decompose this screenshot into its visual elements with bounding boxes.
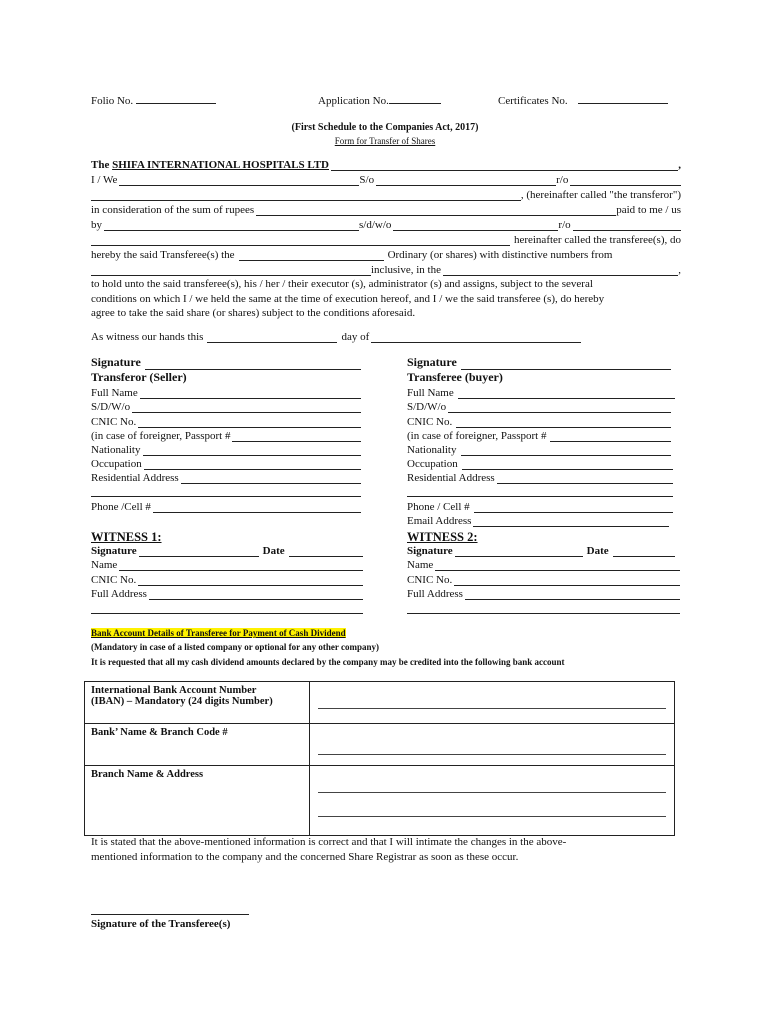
iban-label-2: (IBAN) – Mandatory (24 digits Number) <box>91 696 273 707</box>
transferor-sdwo-label: S/D/W/o <box>91 401 131 413</box>
transferor-nationality-blank[interactable] <box>143 445 362 456</box>
transferor-nationality <box>91 444 361 456</box>
branch-input-cell[interactable] <box>310 766 675 836</box>
transferee-passport <box>407 430 671 442</box>
company-blank[interactable] <box>331 160 678 171</box>
witness2-cnic-blank[interactable] <box>454 575 680 586</box>
conditions-line-2: conditions on which I / we held the same at the time of execution hereof, and I / we the said transferee (s), do hereby <box>91 293 605 305</box>
statement-line-1: It is stated that the above-mentioned information is correct and that I will intimate the changes in the above- <box>91 836 567 848</box>
transferee-final-signature-blank[interactable] <box>91 913 249 915</box>
witness2-name <box>407 559 680 571</box>
ro-label: r/o <box>556 174 569 186</box>
certificates-label: Certificates No. <box>498 95 568 107</box>
transferee-sdwo <box>407 401 671 413</box>
witness1-cnic-label: CNIC No. <box>91 574 137 586</box>
witness2-name-blank[interactable] <box>435 560 680 571</box>
certificates-field <box>498 93 668 107</box>
witness2-signature-row <box>407 545 675 557</box>
bank-name-row <box>85 724 675 766</box>
transferee-full-name <box>407 387 675 399</box>
rupees-blank[interactable] <box>256 205 616 216</box>
transferee-sdwo-blank[interactable] <box>448 402 671 413</box>
witness1-address-label: Full Address <box>91 588 147 600</box>
transferee-occupation <box>407 458 673 470</box>
witness2-heading: WITNESS 2: <box>407 530 478 544</box>
application-field <box>318 93 441 107</box>
ro2-label: r/o <box>558 219 571 231</box>
witness2-cnic-label: CNIC No. <box>407 574 453 586</box>
bank-name-label: Bank’ Name & Branch Code # <box>91 727 228 738</box>
transferee-called: hereinafter called the transferee(s), do <box>513 234 681 246</box>
witness2-signature-label: Signature <box>407 545 453 557</box>
conditions-line-3: agree to take the said share (or shares) subject to the conditions aforesaid. <box>91 307 416 319</box>
transferee-email-label: Email Address <box>407 515 472 527</box>
form-title: Form for Transfer of Shares <box>334 136 436 146</box>
transferee-nationality-label: Nationality <box>407 444 457 456</box>
witness2-name-label: Name <box>407 559 434 571</box>
transferor-cnic-label: CNIC No. <box>91 416 137 428</box>
paid-label: paid to me / us <box>616 204 681 216</box>
transferor-occupation-label: Occupation <box>91 458 142 470</box>
transferee-address-blank-2[interactable] <box>407 486 673 497</box>
witness1-address <box>91 588 363 600</box>
bank-name-input-cell[interactable] <box>310 724 675 766</box>
witness-month-blank[interactable] <box>371 332 581 343</box>
witness1-heading: WITNESS 1: <box>91 530 162 544</box>
witness1-signature-row <box>91 545 363 557</box>
branch-label-cell <box>85 766 310 836</box>
witness1-signature-blank[interactable] <box>139 546 259 557</box>
day-of-label: day of <box>341 331 370 343</box>
transferee-address-label: Residential Address <box>407 472 495 484</box>
transferee-heading: Transferee (buyer) <box>407 370 503 384</box>
company-prefix: The <box>91 159 110 171</box>
transferee-sdwo-blank[interactable] <box>393 220 558 231</box>
transferor-full-name-blank[interactable] <box>140 388 361 399</box>
transferee-final-signature-label: Signature of the Transferee(s) <box>91 918 231 930</box>
transferee-signature-blank[interactable] <box>461 359 671 370</box>
certificates-blank[interactable] <box>578 93 668 104</box>
iban-blank[interactable] <box>318 707 666 709</box>
transferee-ro-blank[interactable] <box>573 220 681 231</box>
transferee-occupation-label: Occupation <box>407 458 458 470</box>
transferor-address-blank-2[interactable] <box>91 486 361 497</box>
transferor-sdwo-blank[interactable] <box>132 402 361 413</box>
transferee-sdwo-label: S/D/W/o <box>407 401 447 413</box>
witness1-cnic <box>91 574 363 586</box>
application-blank[interactable] <box>389 93 441 104</box>
witness1-name-label: Name <box>91 559 118 571</box>
transferor-address-line-2 <box>91 486 361 497</box>
witness1-name <box>91 559 363 571</box>
transferee-cnic <box>407 416 671 428</box>
transferee-email-blank[interactable] <box>473 516 669 527</box>
transferee-name-blank[interactable] <box>104 220 359 231</box>
branch-row <box>85 766 675 836</box>
transferee-cnic-blank[interactable] <box>456 417 671 428</box>
witness2-address-blank-1[interactable] <box>465 589 680 600</box>
witness1-signature-label: Signature <box>91 545 137 557</box>
bank-heading <box>91 628 346 638</box>
transferor-passport <box>91 430 361 442</box>
bank-request-note: It is requested that all my cash dividend amounts declared by the company may be credited into the following bank account <box>91 657 565 667</box>
folio-label: Folio No. <box>91 95 134 107</box>
transferor-signature-label: Signature <box>91 355 141 369</box>
transferor-address-blank-1[interactable] <box>181 473 361 484</box>
witness2-date-blank[interactable] <box>613 546 675 557</box>
transferor-cnic <box>91 416 361 428</box>
witness2-date-label: Date <box>586 545 609 557</box>
transferor-address <box>91 472 361 484</box>
bank-mandatory-note: (Mandatory in case of a listed company or optional for any other company) <box>91 642 379 652</box>
iban-row <box>85 682 675 724</box>
witness-hands-line <box>91 331 631 343</box>
iban-input-cell[interactable] <box>310 682 675 724</box>
transferee-signature-label: Signature <box>407 355 457 369</box>
transferee-passport-blank[interactable] <box>550 431 671 442</box>
transferor-so-blank[interactable] <box>376 175 556 186</box>
transferor-occupation <box>91 458 361 470</box>
inclusive-line: inclusive, in the , <box>91 264 681 276</box>
transferor-occupation-blank[interactable] <box>144 459 361 470</box>
bank-name-label-cell <box>85 724 310 766</box>
folio-blank[interactable] <box>136 93 216 104</box>
inclusive-label: inclusive, in the <box>371 264 441 276</box>
bank-name-blank[interactable] <box>318 753 666 755</box>
transferor-sdwo <box>91 401 361 413</box>
transferee-full-name-label: Full Name <box>407 387 454 399</box>
bank-heading-text: Bank Account Details of Transferee for Payment of Cash Dividend <box>91 628 346 638</box>
shares-count-blank[interactable] <box>239 250 384 261</box>
transferee-phone <box>407 501 673 513</box>
transferee-nationality-blank[interactable] <box>461 445 672 456</box>
witness2-address-blank-2[interactable] <box>407 603 680 614</box>
by-line <box>91 219 681 231</box>
shares-label-a: hereby the said Transferee(s) the <box>91 249 235 261</box>
transferee-address <box>407 472 673 484</box>
transferor-signature <box>91 355 361 370</box>
transferor-called: , (hereinafter called "the transferor") <box>520 189 681 201</box>
transferee-address-blank-1[interactable] <box>497 473 673 484</box>
transferor-phone <box>91 501 361 513</box>
transferor-nationality-label: Nationality <box>91 444 141 456</box>
consideration-line <box>91 204 681 216</box>
iban-label-1: International Bank Account Number <box>91 685 257 696</box>
branch-blank-2[interactable] <box>318 815 666 817</box>
transferor-line-2 <box>91 189 681 201</box>
witness2-address <box>407 588 680 600</box>
transferee-full-name-blank[interactable] <box>458 388 675 399</box>
transferee-address-line-2 <box>407 486 673 497</box>
transferee-signature <box>407 355 671 370</box>
transferor-address-label: Residential Address <box>91 472 179 484</box>
bank-details-table <box>84 681 675 836</box>
transferor-full-name-label: Full Name <box>91 387 138 399</box>
transferor-name-blank[interactable] <box>119 175 359 186</box>
by-label: by <box>91 219 102 231</box>
transferor-passport-blank[interactable] <box>232 431 361 442</box>
transferee-cnic-label: CNIC No. <box>407 416 453 428</box>
transferee-occupation-blank[interactable] <box>462 459 673 470</box>
witness1-address-line-2 <box>91 603 363 614</box>
consideration-label: in consideration of the sum of rupees <box>91 204 255 216</box>
transferor-full-name <box>91 387 361 399</box>
transferor-ro-blank[interactable] <box>570 175 681 186</box>
witness2-address-line-2 <box>407 603 680 614</box>
iwe-label: I / We <box>91 174 118 186</box>
folio-field <box>91 93 216 107</box>
transferor-address-blank[interactable] <box>91 190 521 201</box>
transferee-address-blank[interactable] <box>91 235 510 246</box>
witness1-address-blank-2[interactable] <box>91 603 363 614</box>
shares-label-b: Ordinary (or shares) with distinctive numbers from <box>387 249 613 261</box>
branch-label: Branch Name & Address <box>91 769 204 780</box>
witness1-date-label: Date <box>262 545 285 557</box>
transferee-email <box>407 515 669 527</box>
application-label: Application No. <box>318 95 389 107</box>
sdwo-label: s/d/w/o <box>359 219 392 231</box>
company-line: The SHIFA INTERNATIONAL HOSPITALS LTD , <box>91 159 681 171</box>
witness2-address-label: Full Address <box>407 588 463 600</box>
schedule-title: (First Schedule to the Companies Act, 2017) <box>291 122 479 133</box>
witness1-name-blank[interactable] <box>119 560 363 571</box>
transferor-line <box>91 174 681 186</box>
transferee-called-line <box>91 234 681 246</box>
witness-day-blank[interactable] <box>207 332 337 343</box>
witness-hands-label: As witness our hands this <box>91 331 204 343</box>
witness1-address-blank-1[interactable] <box>149 589 363 600</box>
transferor-phone-blank[interactable] <box>153 502 361 513</box>
witness1-cnic-blank[interactable] <box>138 575 363 586</box>
transferor-passport-label: (in case of foreigner, Passport # <box>91 430 231 442</box>
undertaking-blank[interactable] <box>443 265 678 276</box>
transferor-phone-label: Phone /Cell # <box>91 501 151 513</box>
witness2-signature-blank[interactable] <box>455 546 583 557</box>
transferor-heading: Transferor (Seller) <box>91 370 187 384</box>
company-name: SHIFA INTERNATIONAL HOSPITALS LTD <box>112 159 329 171</box>
transferee-passport-label: (in case of foreigner, Passport # <box>407 430 547 442</box>
transferee-nationality <box>407 444 671 456</box>
conditions-line-1: to hold unto the said transferee(s), his / her / their executor (s), administrator (s) and assigns, subject to the several <box>91 278 593 290</box>
so-label: S/o <box>359 174 375 186</box>
iban-label-cell <box>85 682 310 724</box>
transferor-signature-blank[interactable] <box>145 359 361 370</box>
witness2-cnic <box>407 574 680 586</box>
distinctive-numbers-blank[interactable] <box>91 265 371 276</box>
witness1-date-blank[interactable] <box>289 546 363 557</box>
transferee-phone-blank[interactable] <box>474 502 673 513</box>
statement-line-2: mentioned information to the company and the concerned Share Registrar as soon as these occur. <box>91 851 519 863</box>
transferee-phone-label: Phone / Cell # <box>407 501 470 513</box>
transferor-cnic-blank[interactable] <box>138 417 361 428</box>
shares-line <box>91 249 681 261</box>
